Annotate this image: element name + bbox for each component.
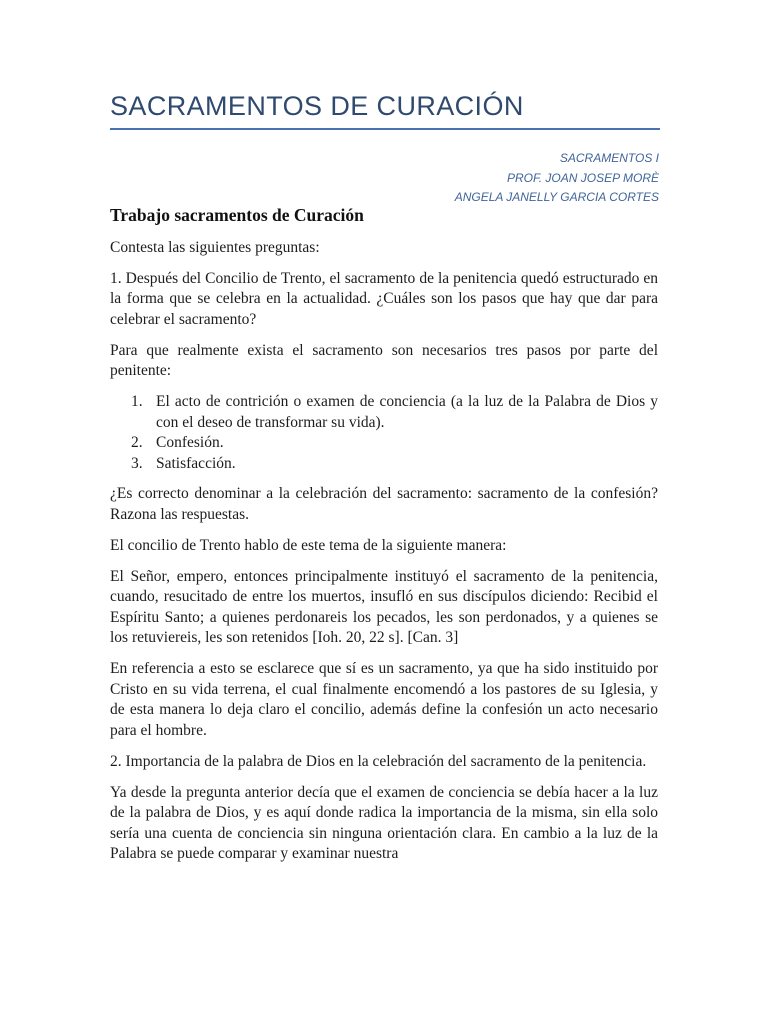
list-item-text: Satisfacción. (156, 454, 236, 472)
answer-2-paragraph: Ya desde la pregunta anterior decía que el examen de conciencia se debía hacer a la luz de la palabra de Dios, y es aquí donde radica la importancia de la misma, sin ella solo sería una cuenta de conciencia sin ninguna orientación clara. En cambio a la luz de la Palabra se puede comparar y examinar nuestra (110, 783, 658, 862)
list-item-number: 1. (131, 393, 143, 410)
question-1: 1. Después del Concilio de Trento, el sacramento de la penitencia quedó estructurado en la forma que se celebra en la actualidad. ¿Cuáles son los pasos que hay que dar para celebrar el sacramento? (110, 269, 658, 328)
instructions-paragraph: Contesta las siguientes preguntas: (110, 239, 320, 256)
list-item-text: Confesión. (156, 434, 224, 451)
list-item-number: 3. (131, 454, 143, 472)
question-2: 2. Importancia de la palabra de Dios en la celebración del sacramento de la penitencia. (110, 752, 647, 770)
list-item (110, 433, 658, 454)
document-title: SACRAMENTOS DE CURACIÓN (110, 91, 524, 121)
list-item (110, 392, 658, 433)
list-item-number: 2. (131, 434, 143, 451)
course-name: SACRAMENTOS I (559, 151, 659, 165)
document-body (110, 203, 658, 875)
title-underline (110, 128, 660, 130)
section-heading: Trabajo sacramentos de Curación (110, 205, 364, 225)
document-meta (380, 149, 659, 208)
answer-1b-paragraph: En referencia a esto se esclarece que sí es un sacramento, ya que ha sido instituido por Cristo en su vida terrena, el cual finalmente encomendó a los pastores de su Iglesia, y de esta manera lo deja claro el concilio, además define la confesión un acto necesario para el hombre. (110, 660, 658, 739)
student-name: ANGELA JANELLY GARCIA CORTES (454, 190, 659, 204)
steps-list (110, 392, 658, 474)
answer-1-intro: Para que realmente exista el sacramento son necesarios tres pasos por parte del penitente: (110, 341, 658, 379)
trento-quote-paragraph: El Señor, empero, entonces principalmente instituyó el sacramento de la penitencia, cuando, resucitado de entre los muertos, insufló en sus discípulos diciendo: Recibid el Espíritu Santo; a quienes perdonareis los pecados, les son perdonados, y a quienes se los retuviereis, les son retenidos [Ioh. 20, 22 s]. [Can. 3] (110, 567, 658, 646)
list-item-text: El acto de contrición o examen de conciencia (a la luz de la Palabra de Dios y con el deseo de transformar su vida). (156, 393, 658, 431)
question-1b: ¿Es correcto denominar a la celebración del sacramento: sacramento de la confesión? Razona las respuestas. (110, 485, 658, 523)
trento-intro-paragraph: El concilio de Trento hablo de este tema de la siguiente manera: (110, 536, 507, 554)
list-item (110, 454, 658, 475)
professor-name: PROF. JOAN JOSEP MORÈ (506, 170, 659, 185)
